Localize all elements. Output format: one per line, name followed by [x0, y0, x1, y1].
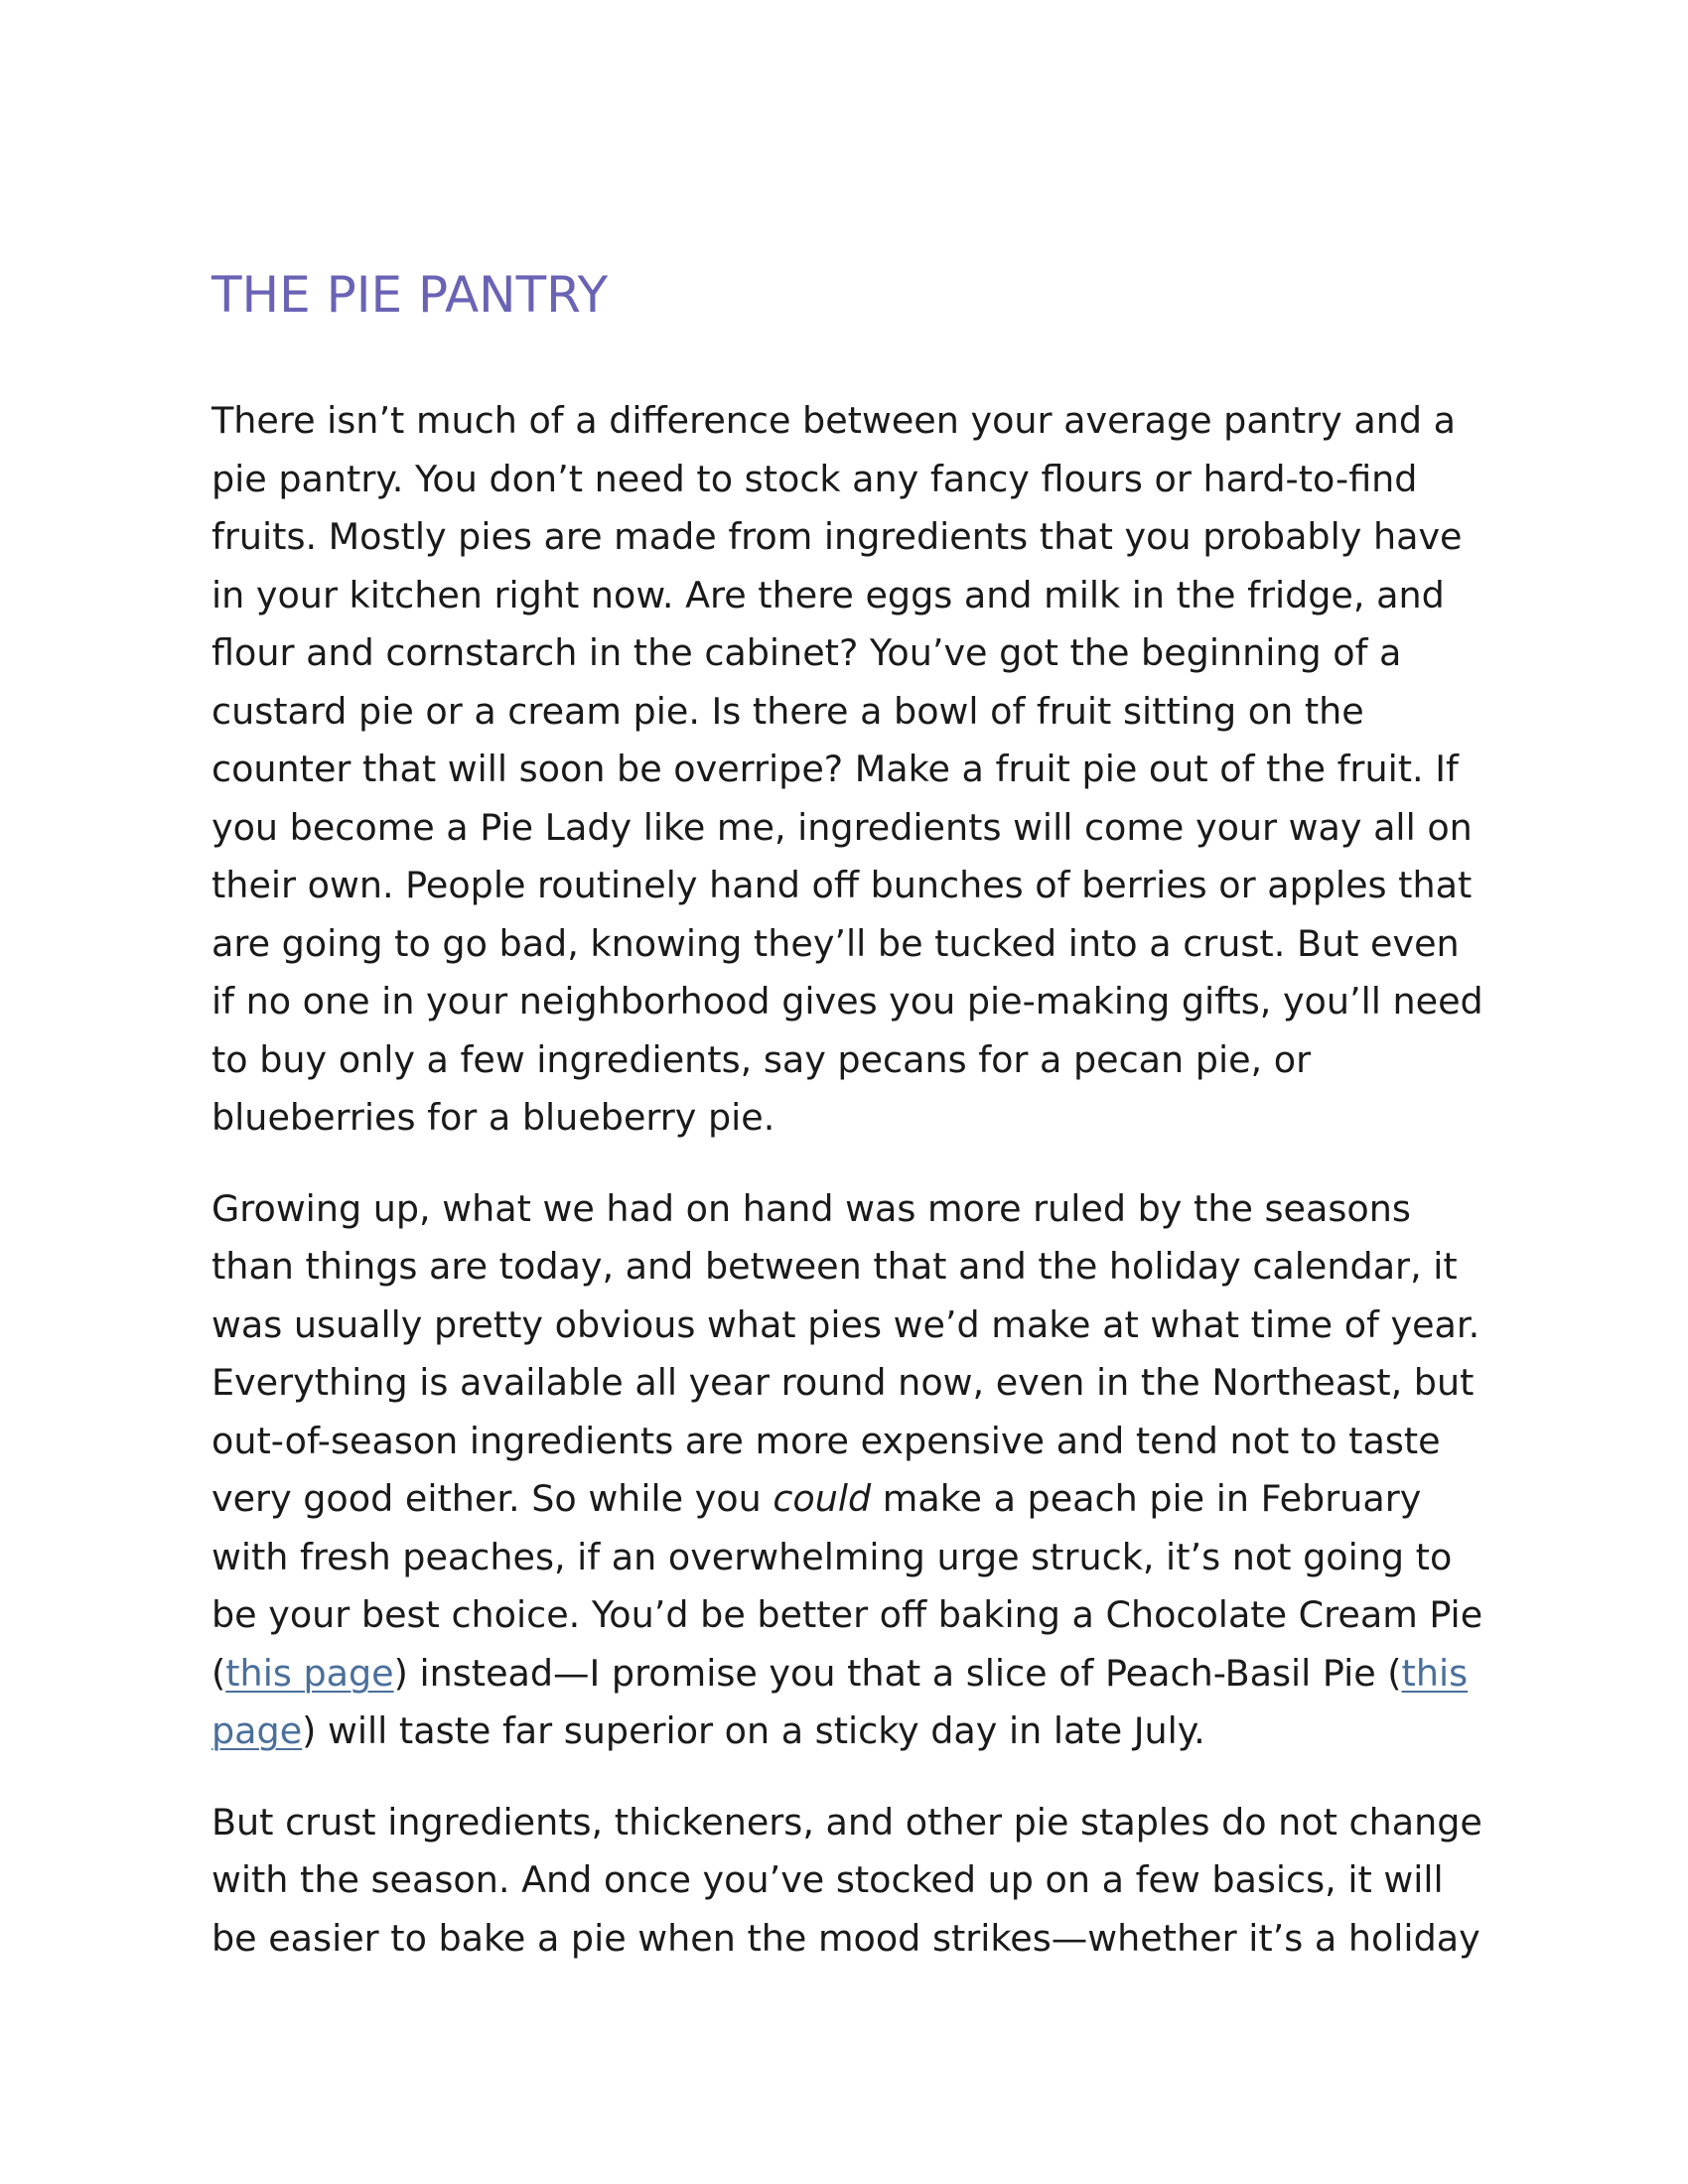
paragraph-seasons-text-3: ) instead—I promise you that a slice of Peach-Basil Pie ( — [393, 1651, 1402, 1695]
page — [211, 268, 1492, 1968]
chocolate-cream-pie-link[interactable]: this page — [225, 1651, 394, 1695]
chapter-title: THE PIE PANTRY — [211, 266, 609, 324]
paragraph-seasons — [211, 1180, 1492, 1761]
paragraph-seasons-text-4: ) will taste far superior on a sticky day in late July. — [302, 1709, 1205, 1752]
paragraph-seasons-text-1: Growing up, what we had on hand was more ruled by the seasons than things are today, and between that and the holiday calendar, it was usually pretty obvious what pies we’d make at what time of year. Everything is available all year round now, even in the Northeast, but out-of-season ingredients are more expensive and tend not to taste very good either. So while you — [211, 1186, 1480, 1520]
paragraph-seasons-text-2: make a peach pie in February with fresh peaches, if an overwhelming urge struck, it’s not going to be your best choice. You’d be better off baking a Chocolate Cream Pie ( — [211, 1477, 1483, 1695]
emphasis-could: could — [773, 1477, 872, 1520]
peach-basil-pie-link[interactable]: this page — [211, 1651, 1469, 1752]
paragraph-staples: But crust ingredients, thickeners, and other pie staples do not change with the season. And once you’ve stocked up on a few basics, it will be easier to bake a pie when the mood strikes—whether it’s a holiday — [211, 1800, 1482, 1960]
body-text — [211, 392, 1492, 1968]
paragraph-pantry-intro: There isn’t much of a difference between your average pantry and a pie pantry. You don’t need to stock any fancy flours or hard-to-find fruits. Mostly pies are made from ingredients that you probably have in your kitchen right now. Are there eggs and milk in the fridge, and flour and cornstarch in the cabinet? You’ve got the beginning of a custard pie or a cream pie. Is there a bowl of fruit sitting on the counter that will soon be overripe? Make a fruit pie out of the fruit. If you become a Pie Lady like me, ingredients will come your way all on their own. People routinely hand off bunches of berries or apples that are going to go bad, knowing they’ll be tucked into a crust. But even if no one in your neighborhood gives you pie-making gifts, you’ll need to buy only a few ingredients, say pecans for a pecan pie, or blueberries for a blueberry pie. — [211, 399, 1483, 1139]
